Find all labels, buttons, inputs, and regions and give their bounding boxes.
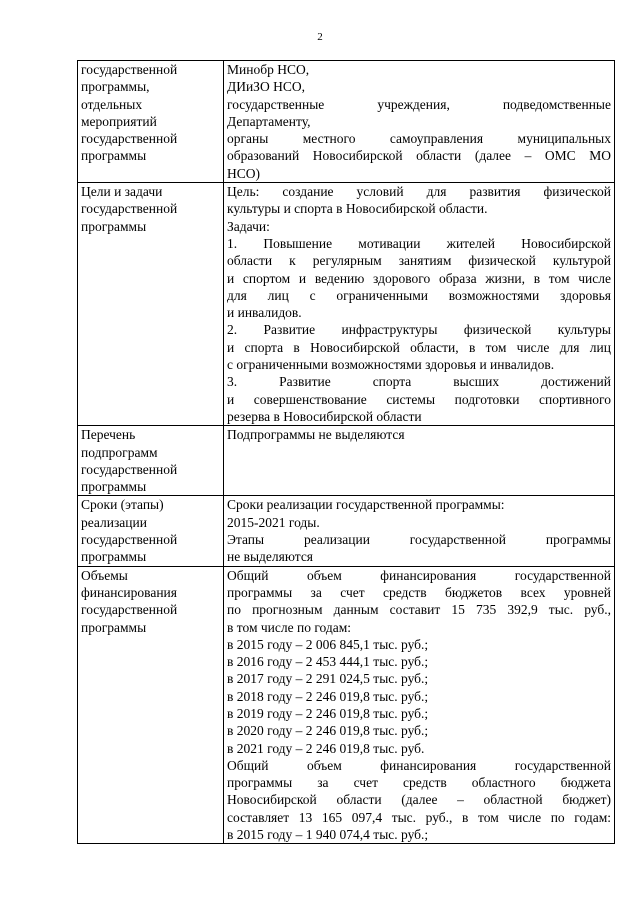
row-value-line: Цель: создание условий для развития физической [227,184,611,200]
row-value-line: в 2020 году – 2 246 019,8 тыс. руб.; [227,723,429,739]
row-value-line: резерва в Новосибирской области [227,408,422,424]
row-label-line: Сроки (этапы) [81,497,164,513]
row-label-line: программы [81,148,147,164]
row-label-line: отдельных [81,96,143,112]
row-value-line: государственные учреждения, подведомственные [227,96,611,112]
row-label-line: Объемы [81,567,128,583]
row-label-cell [78,566,224,844]
row-label-cell [78,426,224,496]
row-value-line: Сроки реализации государственной программы: [227,497,505,513]
row-label-line: программы [81,218,147,234]
row-value-cell [224,566,615,844]
row-label-line: государственной [81,131,178,147]
row-value-line: НСО) [227,165,260,181]
row-label-line: государственной [81,532,178,548]
row-label-line: финансирования [81,584,177,600]
row-value-line: образований Новосибирской области (далее – ОМС МО [227,148,611,164]
row-value-line: для лиц с ограниченными возможностями здоровья [227,287,611,303]
passport-table-body [78,61,615,844]
table-row [78,566,615,844]
row-value-line: 3. Развитие спорта высших достижений [227,374,611,390]
row-label-line: государственной [81,62,178,77]
row-value-line: 2. Развитие инфраструктуры физической культуры [227,322,611,338]
row-value-line: в 2016 году – 2 453 444,1 тыс. руб.; [227,654,429,670]
row-value-line: и спорта в Новосибирской области, в том числе для лиц [227,339,611,355]
row-value-line: с ограниченными возможностями здоровья и инвалидов. [227,357,555,373]
row-value-cell [224,61,615,183]
row-value-line: программы за счет средств бюджетов всех уровней [227,584,611,600]
row-label-cell [78,61,224,183]
row-label-line: программы, [81,79,150,95]
row-value-line: и спортом и ведению здорового образа жизни, в том числе [227,270,611,286]
row-value-line: Новосибирской области (далее – областной бюджет) [227,792,611,808]
program-passport-table [77,60,615,844]
row-value-line: Общий объем финансирования государственной [227,567,611,583]
row-value-line: и инвалидов. [227,305,302,321]
row-value-cell [224,183,615,426]
row-label-line: программы [81,479,147,495]
row-value-line: культуры и спорта в Новосибирской области. [227,201,488,217]
row-value-line: в 2018 году – 2 246 019,8 тыс. руб.; [227,688,429,704]
row-value-line: в 2019 году – 2 246 019,8 тыс. руб.; [227,705,429,721]
row-value-cell [224,496,615,566]
table-row [78,183,615,426]
table-row [78,496,615,566]
row-value-line: по прогнозным данным составит 15 735 392,9 тыс. руб., [227,602,611,618]
row-label-line: Цели и задачи [81,184,163,200]
row-label-line: мероприятий [81,113,157,129]
row-value-line: программы за счет средств областного бюджета [227,775,611,791]
row-value-cell [224,426,615,496]
row-value-line: составляет 13 165 097,4 тыс. руб., в том числе по годам: [227,809,611,825]
row-label-line: программы [81,619,147,635]
row-label-cell [78,496,224,566]
row-value-line: ДИиЗО НСО, [227,79,305,95]
row-label-line: государственной [81,461,178,477]
row-value-line: Подпрограммы не выделяются [227,427,405,443]
row-value-line: в 2021 году – 2 246 019,8 тыс. руб. [227,740,425,756]
row-label-line: государственной [81,201,178,217]
row-value-line: не выделяются [227,549,314,565]
row-label-line: Перечень [81,427,136,443]
table-row [78,61,615,183]
row-value-line: в 2015 году – 2 006 845,1 тыс. руб.; [227,636,429,652]
row-value-line: 1. Повышение мотивации жителей Новосибирской [227,235,611,251]
row-value-line: Минобр НСО, [227,62,310,77]
page-number: 2 [317,31,323,43]
row-label-line: реализации [81,514,147,530]
row-value-line: 2015-2021 годы. [227,514,320,530]
row-value-line: Департаменту, [227,113,311,129]
table-row [78,426,615,496]
row-value-line: в том числе по годам: [227,619,352,635]
row-label-line: подпрограмм [81,444,158,460]
row-value-line: в 2017 году – 2 291 024,5 тыс. руб.; [227,671,429,687]
row-label-line: программы [81,549,147,565]
row-value-line: Общий объем финансирования государственной [227,757,611,773]
row-value-line: и совершенствование системы подготовки спортивного [227,391,611,407]
row-label-cell [78,183,224,426]
row-value-line: органы местного самоуправления муниципальных [227,131,611,147]
row-value-line: области к регулярным занятиям физической культурой [227,253,611,269]
row-value-line: в 2015 году – 1 940 074,4 тыс. руб.; [227,827,429,843]
row-value-line: Этапы реализации государственной программы [227,532,611,548]
row-label-line: государственной [81,602,178,618]
row-value-line: Задачи: [227,218,270,234]
